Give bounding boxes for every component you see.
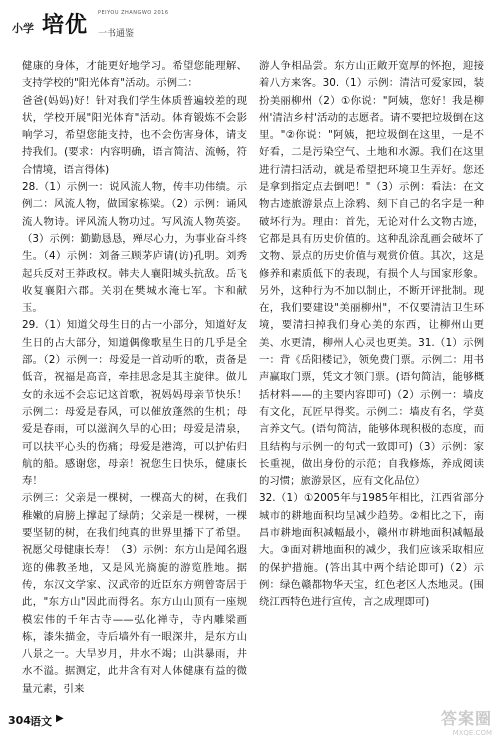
logo-latin: PEIYOU ZHANGWO 2016 (98, 10, 169, 16)
questions-30-31: 游人争相品尝。东方山正敞开宽厚的怀抱，迎接着八方来客。30.（1）示例：清洁可爱家园，装扮美丽柳州（2）①你说："阿姨，您好！我是柳州'清洁乡村'活动的志愿者。请不要把垃圾倒在这里。"②你说："阿姨，把垃圾倒在这里，一是不好看，二是污染空气、土地和水源。我们在这里进行清扫活动，就是希望把环境卫生弄好。您还是拿到指定点去倒吧！"（3）示例：看法：在文物古迹旅游景点上涂鸦、刻下自己的名字是一种破坏行为。理由：首先，无论对什么文物古迹，它都是具有历史价值的。这种乱涂乱画会破坏了文物、景点的历史价值与观赏价值。其次，这是修养和素质低下的表现，有损个人与国家形象。另外，这种行为不加以制止，不断开评批制。现在，我们要建设"美丽柳州"，不仅要清洁卫生环境，要清扫掉我们身心美的东西，让柳州山更美、水更清，柳州人心灵也更美。31.（1）示例一：背《岳阳楼记》，领免费门票。示例二：用书声赢取门票，凭文才领门票。(语句简洁，能够概括材料——的主要内容即可)（2）示例一：墙皮有文化，瓦匠早得奖。示例二：墙皮有名，学莫言养文气。(语句简洁，能够体现积极的态度，而且结构与示例一的句式一致即可)（3）示例：家长重视，做出身份的示范；自我修炼，养成阅读的习惯；旅游景区，应有文化品位） (259, 60, 484, 488)
logo-subtitle: 一书通鉴 (98, 29, 135, 39)
paragraph: 示例三：父亲是一棵树，一棵高大的树，在我们稚嫩的肩膀上撑起了绿荫；父亲是一棵树，一棵要坚韧的树，在我们纯真的世界里播下了希望。祝愿父母健康长寿！（3）示例：东方山是闻名遐迩的佛教圣地，又是风光旖旎的游览胜地。据传，东汉文学家、汉武帝的近臣东方朔曾寄居于此，"东方山"因此而得名。东方山山顶有一座规模宏伟的千年古寺——弘化禅寺，寺内雕梁画栋，漆朱描金，寺后墙外有一眼深井，是东方山八景之一。大旱岁月，井水不竭；山洪暴雨，井水不溢。据测定，此井含有对人体健康有益的微量元素，引来 (22, 492, 247, 695)
book-logo (12, 6, 182, 40)
subject-label: 语文 (30, 715, 52, 728)
question-28: 28.（1）示例一：说风流人物，传丰功伟绩。示例二：风流人物，做国家栋梁。（2）示例：诵风流人物诗。评风流人物功过。写风流人物英姿。（3）示例：勤勤恳恳，殚尽心力，为事业奋斗终生。（4）示例：刘备三顾茅庐请(访)孔明。刘秀起兵反对王莽政权。韩夫人襄阳城头抗敌。岳飞收复襄阳六郡。关羽在樊城水淹七军。卞和献玉。 (22, 181, 247, 315)
page-header (0, 0, 500, 54)
page-number: 304 (8, 714, 31, 727)
triangle-arrow-icon: ▶ (56, 713, 64, 724)
paragraph: 爸爸(妈妈)好！针对我们学生体质普遍较差的现状，学校开展"阳光体育"活动。体育锻炼不会影响学习，希望您能支持，也不会伤害身体，请支持我们。(要求：内容明确，语言简洁、流畅，符合情境，语言得体) (22, 94, 247, 176)
watermark (441, 706, 492, 737)
logo-small-text: 小学 (12, 22, 34, 35)
watermark-url: MXQE.COM (452, 729, 492, 737)
logo-title: 培优 (42, 12, 89, 38)
paragraph: 健康的身体，才能更好地学习。希望您能理解、支持学校的"阳光体育"活动。示例二： (22, 60, 247, 90)
question-29: 29.（1）知道父母生日的占一小部分，知道好友生日的占大部分，知道偶像歌星生日的几乎是全部。（2）示例一：母爱是一首动听的歌，责备是低音，祝福是高音，牵挂思念是其主旋律。做儿女的永远不会忘记这首歌，祝妈妈母亲节快乐！示例二：母爱是春风，可以催放蓬然的生机；母爱是春雨，可以滋润久旱的心田；母爱是清泉，可以扶平心头的伤痛；母爱是港湾，可以护佑归航的船。感谢您，母亲！祝您生日快乐，健康长寿！ (22, 319, 247, 488)
watermark-text: 答案圈 (440, 709, 492, 728)
page-footer (0, 704, 500, 740)
left-column (22, 58, 247, 698)
right-column (259, 58, 484, 612)
question-32: 32.（1）①2005年与1985年相比，江西省部分城市的耕地面积均呈减少趋势。②相比之下，南昌市耕地面积减幅最小，赣州市耕地面积减幅最大。③面对耕地面积的减少，我们应该采取相应的保护措施。(答出其中两个结论即可)（2）示例：绿色赣都物华天宝，红色老区人杰地灵。(围绕江西特色进行宣传，言之成理即可) (259, 492, 484, 609)
